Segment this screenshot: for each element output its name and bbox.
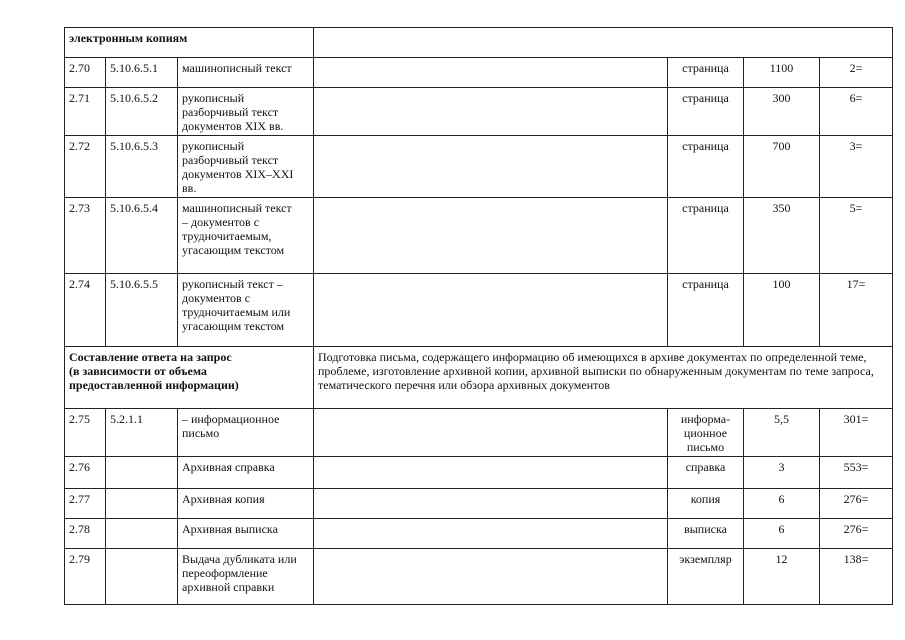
row-number: 2.78 [65, 519, 106, 549]
row-volume: 6 [744, 489, 820, 519]
row-code [106, 457, 178, 489]
row-number: 2.71 [65, 88, 106, 136]
row-volume: 6 [744, 519, 820, 549]
row-description [314, 58, 668, 88]
row-code: 5.10.6.5.4 [106, 198, 178, 274]
row-description [314, 88, 668, 136]
row-name: машинописный текст [178, 58, 314, 88]
section-description [314, 28, 893, 58]
row-unit: страница [668, 58, 744, 88]
row-volume: 3 [744, 457, 820, 489]
row-volume: 700 [744, 136, 820, 198]
row-code: 5.10.6.5.2 [106, 88, 178, 136]
row-name: рукописный текст – документов с трудночитаемым или угасающим текстом [178, 274, 314, 347]
row-volume: 12 [744, 549, 820, 605]
row-unit: информа- ционное письмо [668, 409, 744, 457]
row-name: Архивная справка [178, 457, 314, 489]
row-code [106, 549, 178, 605]
row-code [106, 519, 178, 549]
table-row [65, 457, 893, 489]
table-row [65, 409, 893, 457]
row-name: – информационное письмо [178, 409, 314, 457]
row-unit: страница [668, 88, 744, 136]
row-name: рукописный разборчивый текст документов XIX вв. [178, 88, 314, 136]
row-volume: 300 [744, 88, 820, 136]
row-price: 6= [820, 88, 893, 136]
row-unit: выписка [668, 519, 744, 549]
row-description [314, 136, 668, 198]
table-row [65, 274, 893, 347]
row-number: 2.73 [65, 198, 106, 274]
row-unit: страница [668, 274, 744, 347]
row-volume: 1100 [744, 58, 820, 88]
row-number: 2.79 [65, 549, 106, 605]
row-number: 2.70 [65, 58, 106, 88]
row-volume: 100 [744, 274, 820, 347]
table-row [65, 198, 893, 274]
row-number: 2.74 [65, 274, 106, 347]
row-name: рукописный разборчивый текст документов XIX–XXI вв. [178, 136, 314, 198]
row-description [314, 489, 668, 519]
row-code [106, 489, 178, 519]
table-row [65, 58, 893, 88]
row-description [314, 274, 668, 347]
row-name: машинописный текст – документов с трудночитаемым, угасающим текстом [178, 198, 314, 274]
section-header-row [65, 347, 893, 409]
table-row [65, 549, 893, 605]
row-description [314, 549, 668, 605]
row-number: 2.72 [65, 136, 106, 198]
row-code: 5.2.1.1 [106, 409, 178, 457]
row-price: 138= [820, 549, 893, 605]
table-row [65, 489, 893, 519]
row-name: Выдача дубликата или переоформление архивной справки [178, 549, 314, 605]
row-price: 553= [820, 457, 893, 489]
row-description [314, 409, 668, 457]
table-row [65, 88, 893, 136]
row-unit: экземпляр [668, 549, 744, 605]
row-name: Архивная выписка [178, 519, 314, 549]
row-code: 5.10.6.5.1 [106, 58, 178, 88]
row-description [314, 457, 668, 489]
row-price: 301= [820, 409, 893, 457]
price-table [64, 27, 893, 605]
section-title: Составление ответа на запрос (в зависимости от объема предоставленной информации) [65, 347, 314, 409]
row-code: 5.10.6.5.5 [106, 274, 178, 347]
row-price: 5= [820, 198, 893, 274]
row-price: 276= [820, 519, 893, 549]
row-description [314, 198, 668, 274]
row-name: Архивная копия [178, 489, 314, 519]
row-volume: 350 [744, 198, 820, 274]
table-row [65, 519, 893, 549]
row-code: 5.10.6.5.3 [106, 136, 178, 198]
row-price: 3= [820, 136, 893, 198]
row-price: 2= [820, 58, 893, 88]
section-description: Подготовка письма, содержащего информацию об имеющихся в архиве документах по определенной теме, проблеме, изготовление архивной копии, архивной выписки по обнаруженным документам по теме запроса, тематического перечня или обзора архивных документов [314, 347, 893, 409]
row-price: 17= [820, 274, 893, 347]
row-volume: 5,5 [744, 409, 820, 457]
row-number: 2.77 [65, 489, 106, 519]
row-number: 2.76 [65, 457, 106, 489]
row-description [314, 519, 668, 549]
row-unit: справка [668, 457, 744, 489]
table-row [65, 136, 893, 198]
section-title: электронным копиям [65, 28, 314, 58]
row-unit: страница [668, 136, 744, 198]
row-number: 2.75 [65, 409, 106, 457]
row-unit: страница [668, 198, 744, 274]
section-header-row [65, 28, 893, 58]
row-price: 276= [820, 489, 893, 519]
row-unit: копия [668, 489, 744, 519]
